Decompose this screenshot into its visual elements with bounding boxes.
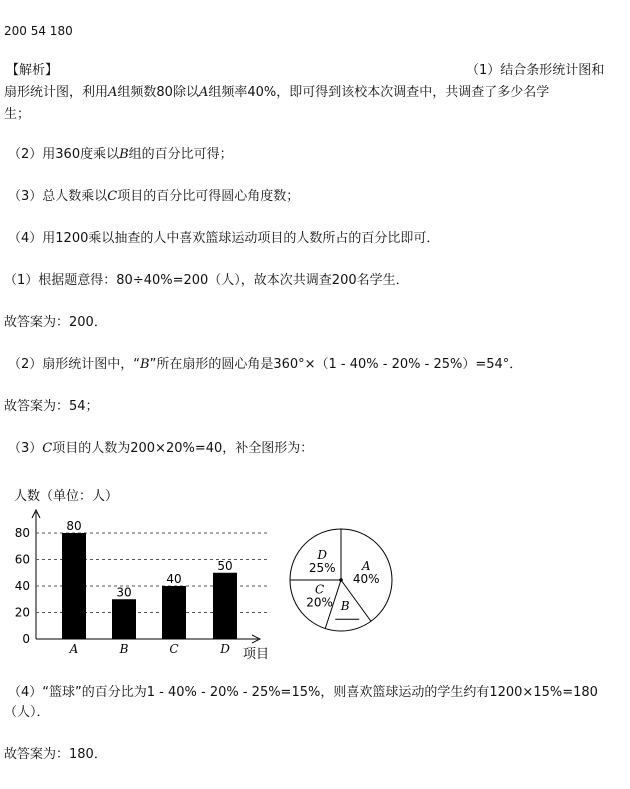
- pie-slice-label: B: [340, 599, 350, 614]
- pie-slice-label: D: [317, 548, 328, 563]
- analysis-tag: 【解析】: [6, 63, 59, 78]
- var-A: A: [108, 85, 118, 100]
- text-run: ”所在扇形的圆心角是360°×（1 - 40% - 20% - 25%）=54°．: [149, 357, 523, 372]
- x-tick-label: D: [220, 642, 230, 656]
- y-tick-label: 0: [22, 632, 30, 646]
- bar-A: [62, 533, 86, 639]
- analysis-step4: （4）用1200乘以抽查的人中喜欢篮球运动项目的人数所占的百分比即可．: [8, 231, 440, 246]
- text-run: （3）: [8, 441, 43, 456]
- text-run: （3）总人数乘以: [8, 189, 108, 204]
- analysis-line3: 生；: [4, 107, 31, 122]
- pie-slice-percent: 40%: [352, 571, 380, 586]
- analysis-line1-head: （1）结合条形统计图和: [466, 63, 605, 78]
- y-tick-label: 40: [14, 579, 30, 593]
- text-run: 组频率40%，即可得到该校本次调查中，共调查了多少名学: [208, 85, 550, 100]
- y-axis-title: 人数（单位：人）: [14, 489, 119, 504]
- bar-D: [213, 573, 237, 639]
- pie-slice-percent: 20%: [306, 595, 333, 610]
- var-C: C: [42, 441, 53, 456]
- y-tick-label: 20: [14, 605, 30, 620]
- text-run: （2）扇形统计图中，“: [8, 357, 141, 372]
- statistics-figure: [0, 480, 630, 665]
- text-run: 扇形统计图，利用: [4, 85, 109, 100]
- bar-value-label: 30: [116, 585, 132, 600]
- bar-B: [112, 599, 136, 639]
- answer-part2: 故答案为：54；: [4, 399, 99, 414]
- answer-part1: 故答案为：200．: [4, 315, 107, 330]
- text-run: （2）用360度乘以: [8, 147, 120, 162]
- solution-part3: [8, 440, 313, 458]
- var-B: B: [140, 357, 150, 372]
- y-tick-label: 80: [14, 526, 30, 540]
- y-tick-label: 60: [14, 552, 30, 567]
- text-run: 项目的百分比可得圆心角度数；: [117, 189, 300, 204]
- var-B: B: [119, 147, 129, 162]
- text-run: 项目的人数为200×20%=40，补全图形为：: [52, 441, 314, 456]
- x-axis-title: 项目: [243, 647, 270, 662]
- solution-part2: [8, 356, 522, 374]
- bar-C: [162, 586, 186, 639]
- x-tick-label: B: [119, 642, 129, 656]
- var-A: A: [198, 85, 209, 100]
- text-run: 组频数80除以: [117, 85, 199, 100]
- pie-chart: [290, 529, 392, 631]
- var-C: C: [107, 189, 118, 204]
- solution-part4-line2: （人）．: [4, 705, 50, 720]
- solution-part1: （1）根据题意得：80÷40%=200（人），故本次共调查200名学生．: [4, 273, 409, 288]
- answer-part4: 故答案为：180．: [4, 747, 107, 762]
- analysis-step2: [8, 146, 233, 164]
- bar-value-label: 50: [217, 558, 233, 573]
- solution-part4-line1: （4）“篮球”的百分比为1 - 40% - 20% - 25%=15%，则喜欢篮球运动的学生约有1200×15%=180: [8, 685, 598, 700]
- pie-center-dot: [339, 578, 343, 582]
- x-tick-label: C: [169, 642, 179, 656]
- text-run: 组的百分比可得；: [128, 147, 233, 162]
- bar-chart: [14, 488, 269, 662]
- analysis-step3: [8, 188, 299, 206]
- pie-slice-label: A: [361, 558, 371, 573]
- analysis-line2: [4, 84, 549, 102]
- pie-slice-percent: 25%: [308, 561, 336, 576]
- x-tick-label: A: [69, 642, 79, 656]
- bar-value-label: 40: [166, 572, 182, 586]
- answers-line: 200 54 180: [4, 24, 73, 38]
- pie-slice-label: C: [314, 582, 325, 597]
- bar-value-label: 80: [66, 519, 82, 533]
